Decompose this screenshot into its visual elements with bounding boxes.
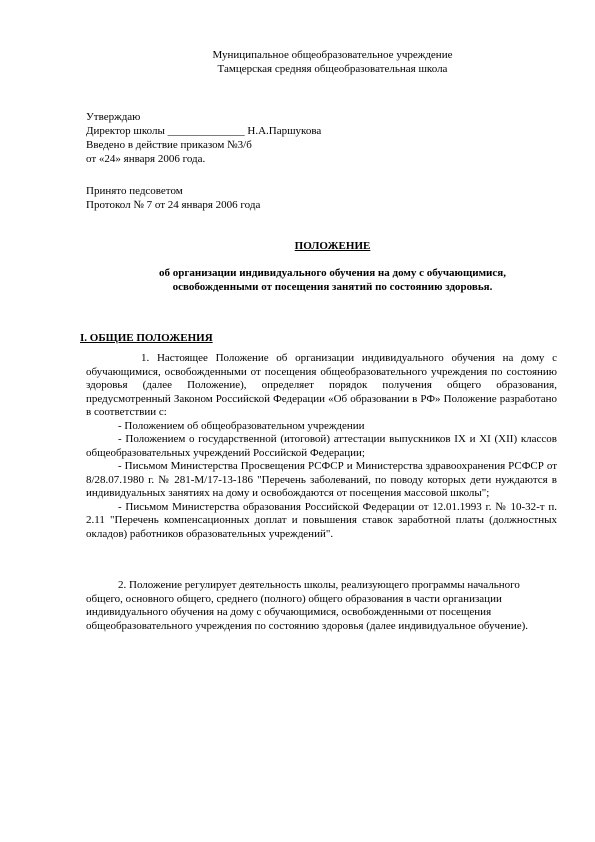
- list-item: - Положением об общеобразовательном учреждении: [118, 419, 365, 432]
- approval-line-4: от «24» января 2006 года.: [86, 153, 206, 165]
- paragraph-1: 1. Настоящее Положение об организации индивидуального обучения на дому с обучающимися, освобожденными от посещения общеобразовательного учреждения по состоянию здоровья (далее Положение), определяет порядок получения общего образования, предусмотренный Законом Российской Федерации «Об образовании в РФ» Положение разработано в соответствии с:: [86, 352, 557, 418]
- approval-line-2: Директор школы ______________ Н.А.Паршукова: [86, 125, 322, 137]
- approval-block: [86, 110, 557, 166]
- school-header: [108, 49, 557, 76]
- document-subtitle: [108, 266, 557, 294]
- list-item: - Письмом Министерства образования Российской Федерации от 12.01.1993 г. № 10-32-т п. 2.11 "Перечень компенсационных доплат и повышения ставок заработной платы (должностных окладов) работников образовательных учреждений".: [86, 500, 557, 540]
- document-title: ПОЛОЖЕНИЕ: [294, 240, 371, 252]
- approval-line-3: Введено в действие приказом №3/б: [86, 139, 252, 151]
- list-item: - Положением о государственной (итоговой) аттестации выпускников IX и XI (XII) классов общеобразовательных учреждений Российской Федерации;: [86, 433, 557, 459]
- council-line-2: Протокол № 7 от 24 января 2006 года: [86, 199, 261, 211]
- header-line-2: Тамцерская средняя общеобразовательная школа: [217, 62, 448, 75]
- subtitle-line-2: освобожденными от посещения занятий по состоянию здоровья.: [172, 280, 493, 293]
- subtitle-line-1: об организации индивидуального обучения на дому с обучающимися,: [159, 266, 506, 279]
- list-item: - Письмом Министерства Просвещения РСФСР и Министерства здравоохранения РСФСР от 8/28.07.1980 г. № 281-М/17-13-186 "Перечень заболеваний, по поводу которых дети нуждаются в индивидуальных занятиях на дому и освобождаются от посещения массовой школы";: [86, 460, 557, 499]
- council-line-1: Принято педсоветом: [86, 185, 183, 197]
- section-heading: I. ОБЩИЕ ПОЛОЖЕНИЯ: [80, 331, 213, 344]
- paragraph-2: 2. Положение регулирует деятельность школы, реализующего программы начального общего, основного общего, среднего (полного) общего образования в части организации индивидуального обучения на дому с обучающимися, освобожденными от посещения общеобразовательного учреждения по состоянию здоровья (далее индивидуальное обучение).: [86, 579, 529, 632]
- header-line-1: Муниципальное общеобразовательное учреждение: [212, 49, 453, 61]
- council-block: [86, 184, 557, 212]
- approval-line-1: Утверждаю: [86, 111, 141, 123]
